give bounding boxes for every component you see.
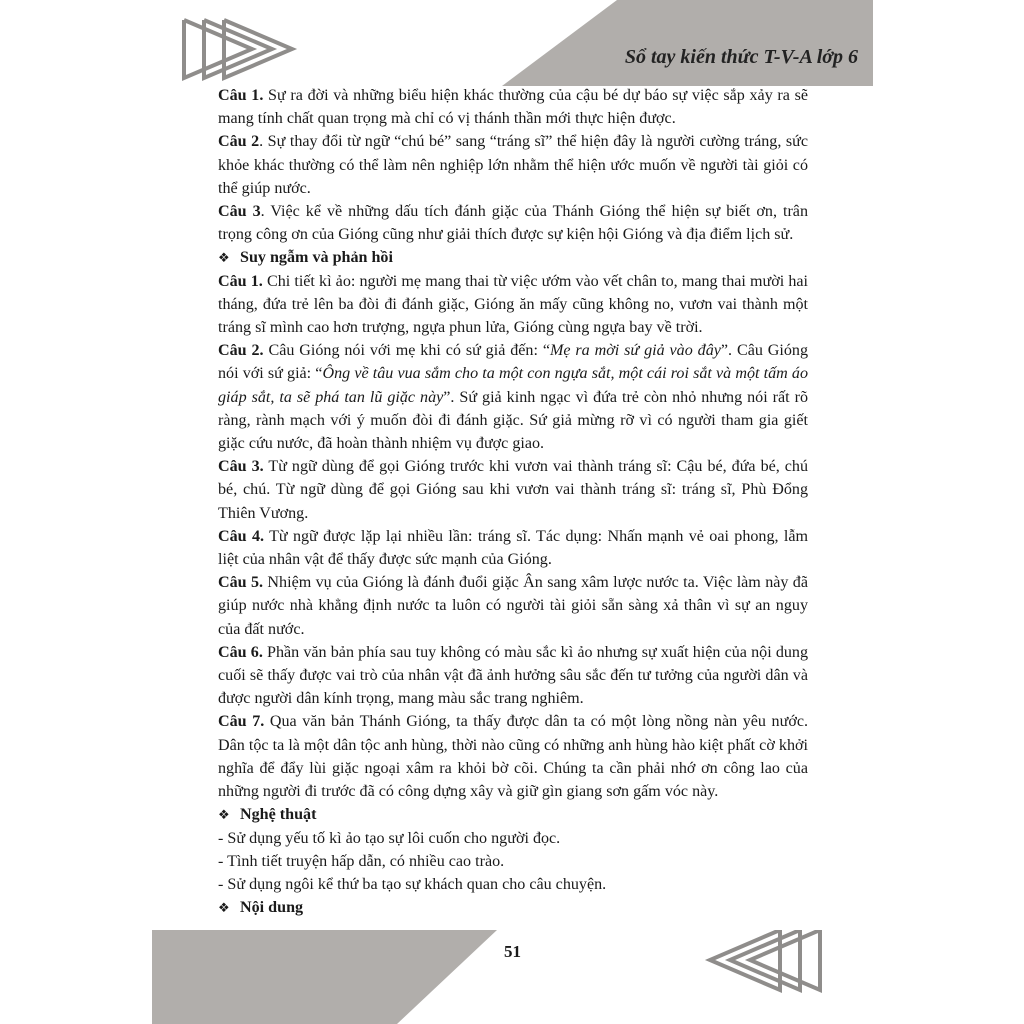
answer-paragraph bbox=[218, 641, 808, 711]
answer-paragraph bbox=[218, 339, 808, 455]
list-item: - Sử dụng ngôi kể thứ ba tạo sự khách quan cho câu chuyện. bbox=[218, 875, 607, 893]
book-page bbox=[152, 0, 873, 1024]
page-number: 51 bbox=[504, 942, 521, 961]
question-label: Câu 2. bbox=[218, 342, 264, 360]
answer-text: Phần văn bản phía sau tuy không có màu sắc kì ảo nhưng sự xuất hiện của nội dung cuối sẽ thấy được vai trò của nhân vật đã ảnh hưởng sâu sắc đến tư tưởng của người dân và được người dân kính trọng, mang màu sắc trang nghiêm. bbox=[218, 643, 809, 708]
quote-text: Ông về tâu vua sắm cho ta một con ngựa sắt, một cái roi sắt và một tấm áo giáp sắt, ta sẽ phá tan lũ giặc này bbox=[218, 365, 808, 406]
header-decoration bbox=[152, 0, 873, 86]
answer-text: ”. Sứ giả kinh ngạc vì đứa trẻ còn nhỏ nhưng nói rất rõ ràng, rành mạch với ý muốn đòi đi đánh giặc. Sứ giả mừng rỡ vì có người tham gia giết giặc cứu nước, đã hoàn thành nhiệm vụ được giao. bbox=[218, 388, 808, 453]
diamond-bullet-icon: ❖ bbox=[218, 807, 230, 823]
header-gray-band bbox=[502, 0, 873, 86]
answer-text: Nhiệm vụ của Gióng là đánh đuổi giặc Ân sang xâm lược nước ta. Việc làm này đã giúp nước nhà khẳng định nước ta luôn có người tài giỏi sẵn sàng xả thân vì sự an nguy của đất nước. bbox=[218, 574, 808, 638]
answer-paragraph bbox=[218, 525, 808, 571]
answer-paragraph bbox=[218, 130, 808, 200]
answer-text: ”. Câu Gióng nói với sứ giả: “ bbox=[218, 342, 808, 383]
question-label: Câu 2 bbox=[218, 133, 260, 151]
diamond-bullet-icon: ❖ bbox=[218, 250, 230, 266]
answer-text: Từ ngữ dùng để gọi Gióng trước khi vươn vai thành tráng sĩ: Cậu bé, đứa bé, chú bé, chú. Từ ngữ dùng để gọi Gióng sau khi vươn vai thành tráng sĩ: tráng sĩ, Phù Đổng Thiên Vương. bbox=[218, 458, 809, 522]
section-heading: ❖ Suy ngẫm và phản hồi bbox=[218, 246, 808, 269]
answer-paragraph bbox=[218, 270, 808, 340]
question-label: Câu 3 bbox=[218, 203, 261, 221]
section-heading: ❖ Nội dung bbox=[218, 896, 808, 919]
question-label: Câu 7. bbox=[218, 713, 265, 731]
answer-paragraph bbox=[218, 200, 808, 246]
quote-text: Mẹ ra mời sứ giả vào đây bbox=[549, 342, 721, 360]
answer-text: Sự ra đời và những biểu hiện khác thường của cậu bé dự báo sự việc sắp xảy ra sẽ mang tính chất quan trọng mà chỉ có vị thánh thần mới thực hiện được. bbox=[218, 87, 809, 128]
answer-text: . Sự thay đổi từ ngữ “chú bé” sang “tráng sĩ” thể hiện đây là người cường tráng, sức khỏe khác thường có thể làm nên nghiệp lớn nhằm thể hiện ước muốn về người tài giỏi có thể giúp nước. bbox=[218, 133, 808, 197]
page-header-title: Sổ tay kiến thức T-V-A lớp 6 bbox=[624, 46, 858, 68]
answer-text: Câu Gióng nói với mẹ khi có sứ giả đến: “ bbox=[263, 342, 550, 360]
answer-paragraph bbox=[218, 455, 808, 525]
header-chevron-icon-3 bbox=[224, 20, 292, 78]
question-label: Câu 3. bbox=[218, 458, 264, 476]
list-item: - Tình tiết truyện hấp dẫn, có nhiều cao trào. bbox=[218, 852, 505, 870]
answer-paragraph bbox=[218, 710, 808, 803]
question-label: Câu 5. bbox=[218, 574, 264, 592]
header-chevron-icon-2 bbox=[204, 20, 272, 78]
answer-paragraph bbox=[218, 84, 808, 130]
page-content bbox=[218, 84, 808, 919]
answer-paragraph bbox=[218, 571, 808, 641]
answer-text: Chi tiết kì ảo: người mẹ mang thai từ việc ướm vào vết chân to, mang thai mười hai tháng, đứa trẻ lên ba đòi đi đánh giặc, Gióng ăn mấy cũng không no, vươn vai thành một tráng sĩ mình cao hơn trượng, ngựa phun lửa, Gióng cùng ngựa bay về trời. bbox=[218, 272, 809, 337]
answer-text: . Việc kể về những dấu tích đánh giặc của Thánh Gióng thể hiện sự biết ơn, trân trọng công ơn của Gióng cũng như giải thích được sự kiện hội Gióng và địa điểm lịch sử. bbox=[218, 203, 808, 244]
question-label: Câu 4. bbox=[218, 527, 265, 545]
answer-text: Từ ngữ được lặp lại nhiều lần: tráng sĩ. Tác dụng: Nhấn mạnh vẻ oai phong, lẫm liệt của nhân vật để thấy được sức mạnh của Gióng. bbox=[218, 527, 809, 569]
question-label: Câu 6. bbox=[218, 643, 263, 661]
section-heading: ❖ Nghệ thuật bbox=[218, 803, 808, 826]
answer-text: Qua văn bản Thánh Gióng, ta thấy được dân ta có một lòng nồng nàn yêu nước. Dân tộc ta là một dân tộc anh hùng, thời nào cũng có những anh hùng hào kiệt phất cờ khởi nghĩa để đẩy lùi giặc ngoại xâm ra khỏi bờ cõi. Chúng ta cần phải nhớ ơn công lao của những người đi trước đã có công dựng xây và giữ gìn giang sơn gấm vóc này. bbox=[218, 713, 809, 801]
question-label: Câu 1. bbox=[218, 272, 263, 290]
question-label: Câu 1. bbox=[218, 87, 264, 104]
diamond-bullet-icon: ❖ bbox=[218, 900, 230, 916]
list-item: - Sử dụng yếu tố kì ảo tạo sự lôi cuốn cho người đọc. bbox=[218, 829, 561, 847]
